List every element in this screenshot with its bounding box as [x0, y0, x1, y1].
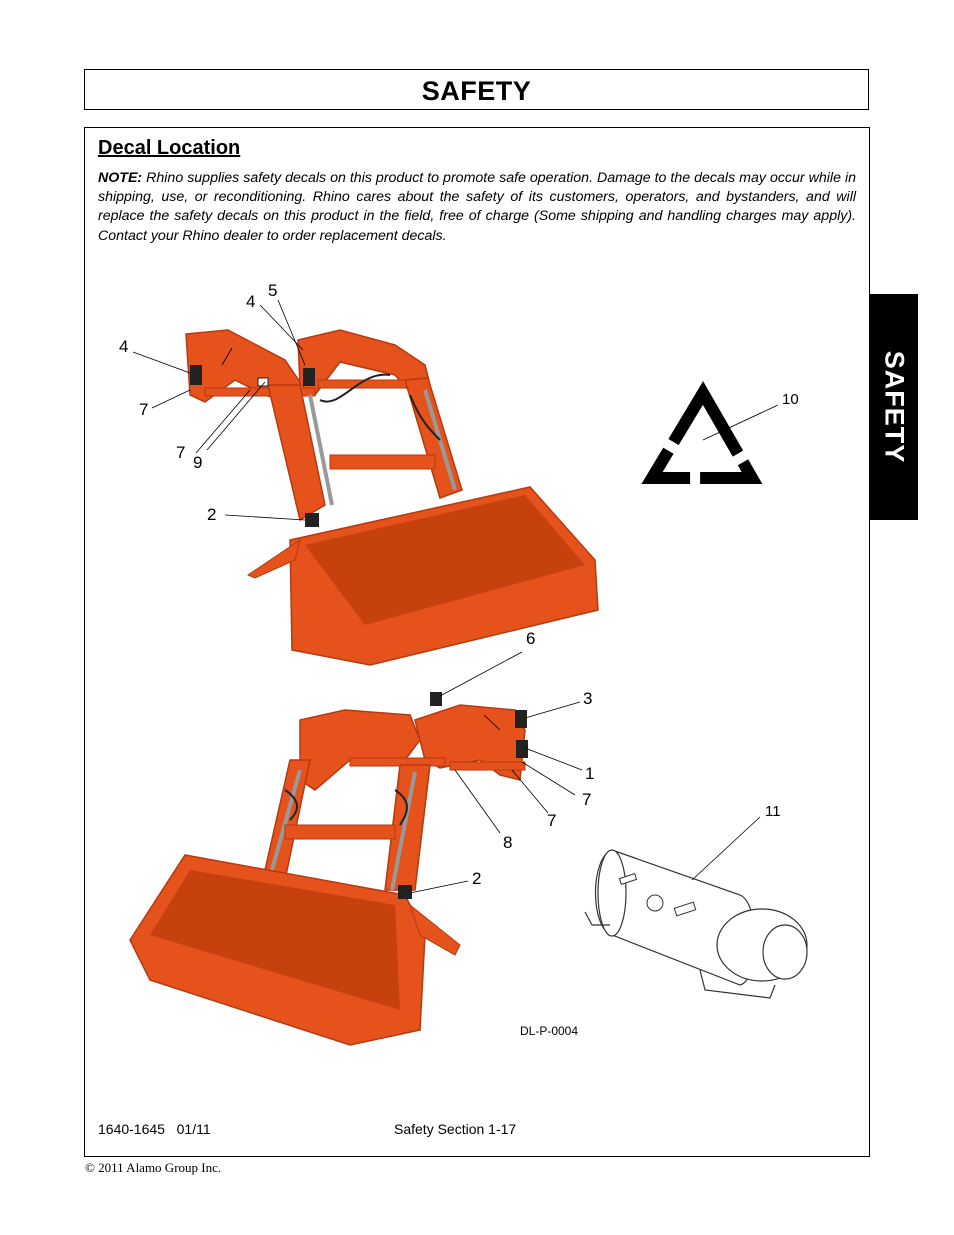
callout-11: 11 [765, 803, 781, 820]
callout-9: 9 [193, 453, 203, 472]
callout-7-lower-a: 7 [582, 790, 592, 809]
callout-3: 3 [583, 689, 593, 708]
callout-1: 1 [585, 764, 595, 783]
callout-4-upper-left: 4 [119, 337, 129, 356]
figure-id: DL-P-0004 [520, 1024, 579, 1038]
upper-loader-illustration [186, 330, 598, 665]
callout-7-upper-b: 7 [176, 443, 186, 462]
callout-6: 6 [526, 629, 536, 648]
section-heading: Decal Location [98, 137, 241, 159]
canister-illustration [585, 850, 807, 998]
callout-10: 10 [782, 391, 799, 408]
copyright: © 2011 Alamo Group Inc. [85, 1160, 222, 1175]
page-title: SAFETY [421, 76, 532, 106]
callout-2-lower: 2 [472, 869, 482, 888]
footer-part-number: 1640-1645 01/11 [98, 1121, 211, 1137]
side-tab-label: SAFETY [879, 350, 909, 464]
callout-2-upper: 2 [207, 505, 217, 524]
callout-4-upper-right: 4 [246, 292, 256, 311]
callout-8: 8 [503, 833, 513, 852]
lower-loader-illustration [130, 692, 528, 1045]
note-label: NOTE: [98, 170, 143, 186]
callout-7-lower-b: 7 [547, 811, 557, 830]
smv-triangle-emblem [652, 393, 752, 478]
callout-7-upper-a: 7 [139, 400, 149, 419]
note-text: Rhino supplies safety decals on this product to promote safe operation. Damage to the decals may occur while in shipping, use, or reconditioning. Rhino cares about the safety of its customers, operators, and bystanders, and will replace the safety decals on this product in the field, free of charge (Some shipping and handling charges may apply). Contact your Rhino dealer to order replacement decals. [98, 170, 856, 244]
footer-section-page: Safety Section 1-17 [394, 1121, 517, 1137]
callout-5: 5 [268, 281, 278, 300]
